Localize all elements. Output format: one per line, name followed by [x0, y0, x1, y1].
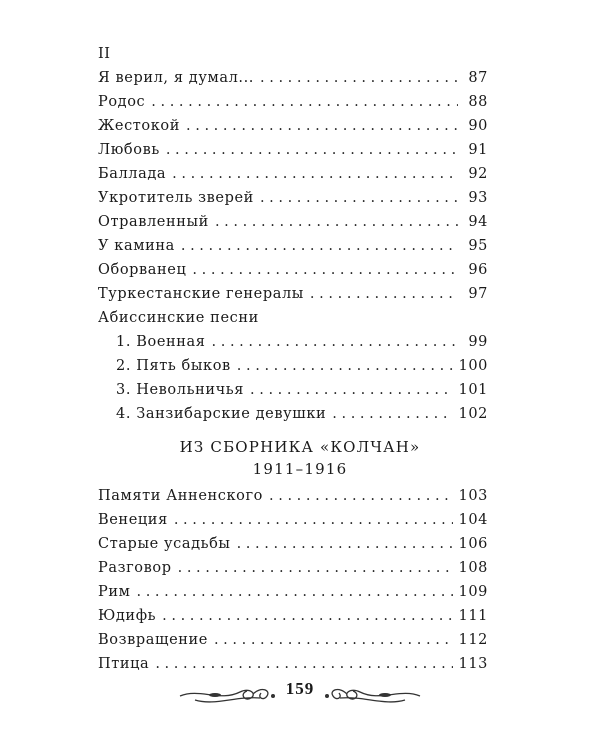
toc-entry-page: 100 [458, 358, 488, 374]
dot-leader [162, 608, 452, 624]
toc-group-title [98, 310, 488, 334]
dot-leader [178, 560, 453, 576]
dot-leader [186, 118, 458, 134]
toc-entry-page: 93 [468, 190, 488, 206]
dot-leader [155, 656, 452, 672]
toc-entry-title: Любовь [98, 142, 160, 158]
toc-entry-page: 112 [458, 632, 488, 648]
toc-entry-page: 91 [468, 142, 488, 158]
toc-entry [98, 286, 488, 310]
toc-entry [98, 94, 488, 118]
toc-entry-title: 3. Невольничья [116, 382, 245, 398]
toc-entry [98, 560, 488, 584]
collection-heading: ИЗ СБОРНИКА «КОЛЧАН» [179, 438, 421, 456]
dot-leader [310, 286, 458, 302]
toc-entry-title: Оборванец [98, 262, 187, 278]
dot-leader [174, 512, 453, 528]
toc-subentry [98, 358, 488, 382]
toc-entry-page: 95 [468, 238, 488, 254]
toc-entry [98, 262, 488, 286]
toc-entry-page: 92 [468, 166, 488, 182]
dot-leader [332, 406, 452, 422]
toc-entry-title: Укротитель зверей [98, 190, 254, 206]
dot-leader [260, 190, 458, 206]
toc-group-title-text: Абиссинские песни [98, 310, 259, 326]
toc-entry-page: 90 [468, 118, 488, 134]
toc-entry [98, 512, 488, 536]
dot-leader [212, 334, 458, 350]
toc-entry-title: Возвращение [98, 632, 208, 648]
collection-years: 1911–1916 [252, 460, 348, 478]
toc-entry-page: 106 [458, 536, 488, 552]
toc-entry-title: Туркестанские генералы [98, 286, 304, 302]
toc-entry-page: 97 [468, 286, 488, 302]
toc-entry-page: 101 [458, 382, 488, 398]
toc-entry-page: 104 [458, 512, 488, 528]
toc-entry-title: Баллада [98, 166, 167, 182]
toc-entry [98, 166, 488, 190]
page-footer [175, 676, 425, 712]
toc-entry-page: 94 [468, 214, 488, 230]
dot-leader [181, 238, 458, 254]
dot-leader [237, 358, 453, 374]
toc-entry-page: 108 [458, 560, 488, 576]
toc-entry [98, 238, 488, 262]
toc-entry [98, 584, 488, 608]
toc-entry-page: 88 [468, 94, 488, 110]
toc-entry-title: 4. Занзибарские девушки [116, 406, 327, 422]
dot-leader [214, 632, 453, 648]
toc-entry [98, 488, 488, 512]
toc-entry-title: Старые усадьбы [98, 536, 231, 552]
toc-entry-title: Отравленный [98, 214, 209, 230]
toc-entry-title: Юдифь [98, 608, 157, 624]
toc-entry-page: 109 [458, 584, 488, 600]
toc-entry-page: 99 [468, 334, 488, 350]
dot-leader [137, 584, 453, 600]
dot-leader [269, 488, 453, 504]
toc-entry [98, 118, 488, 142]
toc-entry-title: Жестокой [98, 118, 181, 134]
toc-entry [98, 214, 488, 238]
toc-entry-page: 103 [458, 488, 488, 504]
dot-leader [172, 166, 458, 182]
toc-entry-page: 102 [458, 406, 488, 422]
toc-entry-title: Птица [98, 656, 150, 672]
toc-entry-title: Родос [98, 94, 146, 110]
dot-leader [250, 382, 452, 398]
dot-leader [192, 262, 458, 278]
dot-leader [237, 536, 453, 552]
dot-leader [260, 70, 458, 86]
dot-leader [166, 142, 458, 158]
toc-entry [98, 536, 488, 560]
toc-subentry [98, 334, 488, 358]
toc-entry-title: Венеция [98, 512, 168, 528]
toc-section-1 [98, 70, 488, 430]
toc-entry [98, 190, 488, 214]
toc-subentry [98, 382, 488, 406]
section-label: II [98, 46, 111, 62]
toc-entry-title: Разговор [98, 560, 172, 576]
toc-entry [98, 142, 488, 166]
toc-entry [98, 608, 488, 632]
page-number: 159 [285, 679, 315, 698]
dot-leader [215, 214, 458, 230]
toc-section-2 [98, 488, 488, 680]
toc-entry-title: 2. Пять быков [116, 358, 231, 374]
toc-entry-title: Я верил, я думал... [98, 70, 255, 86]
toc-entry [98, 70, 488, 94]
toc-subentry [98, 406, 488, 430]
toc-entry [98, 632, 488, 656]
toc-entry-title: Памяти Анненского [98, 488, 264, 504]
dot-leader [151, 94, 458, 110]
toc-entry-page: 113 [458, 656, 488, 672]
toc-entry-page: 96 [468, 262, 488, 278]
toc-entry-page: 111 [458, 608, 488, 624]
toc-entry-title: У камина [98, 238, 175, 254]
toc-entry-page: 87 [468, 70, 488, 86]
toc-entry-title: Рим [98, 584, 131, 600]
toc-entry-title: 1. Военная [116, 334, 206, 350]
